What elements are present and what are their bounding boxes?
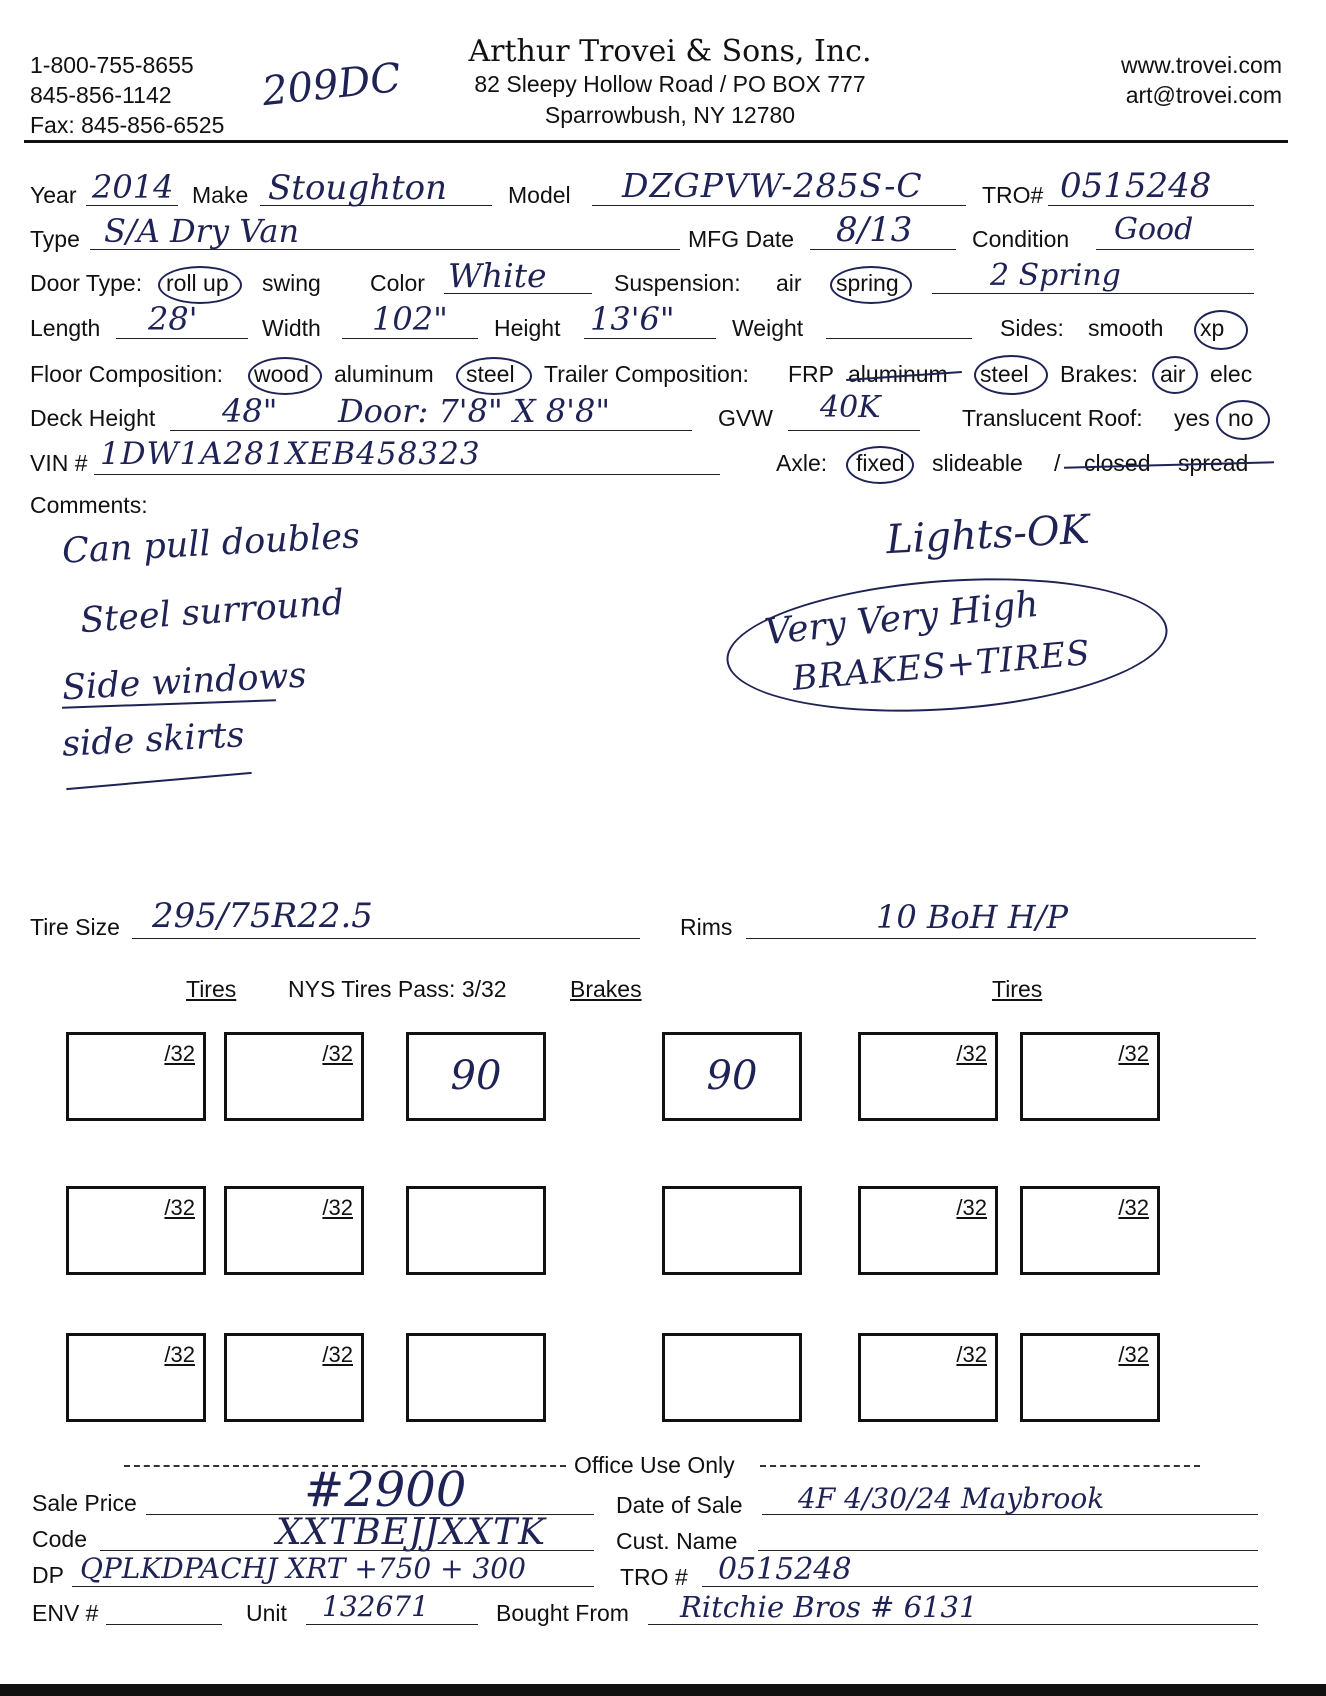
tire-box-left-inner[interactable]: /32: [224, 1032, 364, 1121]
axle-option-spread[interactable]: spread: [1178, 450, 1249, 476]
door-option-rollup[interactable]: roll up: [166, 270, 229, 296]
cust-name-field[interactable]: [758, 1550, 1258, 1551]
vin-label: VIN #: [30, 450, 88, 476]
floor-composition-label: Floor Composition:: [30, 361, 224, 387]
brakes-air-selected-mark: [1152, 356, 1198, 394]
tire-size-label: Tire Size: [30, 914, 120, 940]
tire-box-right-inner[interactable]: /32: [858, 1032, 998, 1121]
unit-label: Unit: [246, 1600, 287, 1626]
vin-value[interactable]: 1DW1A281XEB458323: [100, 436, 481, 472]
make-value[interactable]: Stoughton: [268, 168, 448, 208]
rims-label: Rims: [680, 914, 733, 940]
gvw-label: GVW: [718, 405, 773, 431]
date-of-sale-value[interactable]: 4F 4/30/24 Maybrook: [798, 1482, 1105, 1515]
floor-steel-selected-mark: [456, 357, 532, 395]
trailer-option-aluminum[interactable]: aluminum: [848, 361, 948, 387]
brake-box-right[interactable]: [662, 1333, 802, 1422]
nys-tires-pass: NYS Tires Pass: 3/32: [288, 976, 507, 1002]
axle-fixed-selected-mark: [846, 446, 914, 484]
axle-option-fixed[interactable]: fixed: [856, 450, 905, 476]
floor-option-steel[interactable]: steel: [466, 361, 515, 387]
roof-option-no[interactable]: no: [1228, 405, 1254, 431]
brake-box-right[interactable]: [662, 1186, 802, 1275]
color-value[interactable]: White: [448, 256, 547, 295]
trailer-composition-label: Trailer Composition:: [544, 361, 749, 387]
brake-reading: 90: [706, 1053, 758, 1099]
gvw-value[interactable]: 40K: [820, 390, 881, 425]
translucent-roof-label: Translucent Roof:: [962, 405, 1143, 431]
roof-option-yes[interactable]: yes: [1174, 405, 1210, 431]
date-of-sale-label: Date of Sale: [616, 1492, 743, 1518]
tro-value[interactable]: 0515248: [1060, 166, 1212, 206]
phone-number-alt: 845-856-1142: [30, 82, 172, 108]
deck-height-label: Deck Height: [30, 405, 156, 431]
tro-label: TRO#: [982, 182, 1044, 208]
brake-reading: 90: [450, 1053, 502, 1099]
floor-option-aluminum[interactable]: aluminum: [334, 361, 434, 387]
sides-label: Sides:: [1000, 315, 1064, 341]
axle-option-slideable[interactable]: slideable: [932, 450, 1023, 476]
tire-box-right-outer[interactable]: /32: [1020, 1032, 1160, 1121]
mfg-date-value[interactable]: 8/13: [836, 210, 913, 250]
comment-line-2[interactable]: Steel surround: [78, 582, 346, 642]
door-rollup-selected-mark: [158, 266, 242, 304]
office-tro-label: TRO #: [620, 1564, 688, 1590]
tire-box-right-inner[interactable]: /32: [858, 1333, 998, 1422]
sides-option-xp[interactable]: xp: [1200, 315, 1225, 341]
suspension-option-spring[interactable]: spring: [836, 270, 899, 296]
comment-line-4[interactable]: side skirts: [61, 715, 246, 765]
comment-oval-line-2[interactable]: BRAKES+TIRES: [790, 633, 1093, 699]
year-label: Year: [30, 182, 77, 208]
tire-box-left-outer[interactable]: /32: [66, 1333, 206, 1422]
length-label: Length: [30, 315, 101, 341]
handwritten-code: 209DC: [259, 54, 404, 116]
header-divider: [24, 140, 1288, 143]
comment-line-3[interactable]: Side windows: [61, 655, 308, 709]
axle-option-closed[interactable]: closed: [1084, 450, 1151, 476]
color-label: Color: [370, 270, 425, 296]
length-value[interactable]: 28': [148, 300, 198, 338]
door-dimensions-note[interactable]: Door: 7'8" X 8'8": [338, 392, 611, 430]
office-divider-right: [760, 1465, 1200, 1467]
code-label: Code: [32, 1526, 87, 1552]
phone-number: 1-800-755-8655: [30, 52, 194, 78]
sale-price-value[interactable]: #2900: [304, 1462, 467, 1518]
office-tro-value[interactable]: 0515248: [718, 1552, 852, 1587]
company-city: Sparrowbush, NY 12780: [544, 102, 796, 128]
unit-value[interactable]: 132671: [322, 1590, 429, 1623]
brakes-header: Brakes: [570, 976, 642, 1002]
fax-number: Fax: 845-856-6525: [30, 112, 225, 138]
mfg-date-label: MFG Date: [688, 226, 795, 252]
type-label: Type: [30, 226, 80, 252]
bought-from-value[interactable]: Ritchie Bros # 6131: [680, 1590, 978, 1624]
brake-box-right[interactable]: [662, 1032, 802, 1121]
trailer-option-steel[interactable]: steel: [980, 361, 1029, 387]
model-label: Model: [508, 182, 571, 208]
comments-label: Comments:: [30, 492, 148, 518]
door-type-label: Door Type:: [30, 270, 143, 296]
tire-box-right-outer[interactable]: /32: [1020, 1333, 1160, 1422]
office-use-title: Office Use Only: [574, 1452, 735, 1478]
brake-box-left[interactable]: [406, 1032, 546, 1121]
condition-label: Condition: [972, 226, 1070, 252]
width-value[interactable]: 102": [372, 300, 448, 338]
brake-box-left[interactable]: [406, 1333, 546, 1422]
tire-box-left-outer[interactable]: /32: [66, 1032, 206, 1121]
width-label: Width: [262, 315, 321, 341]
tire-box-left-inner[interactable]: /32: [224, 1333, 364, 1422]
weight-label: Weight: [732, 315, 804, 341]
brakes-option-elec[interactable]: elec: [1210, 361, 1253, 387]
condition-value[interactable]: Good: [1114, 212, 1194, 247]
axle-label: Axle:: [776, 450, 828, 476]
company-address: 82 Sleepy Hollow Road / PO BOX 777: [474, 71, 866, 97]
suspension-spring-selected-mark: [830, 266, 912, 304]
suspension-note[interactable]: 2 Spring: [990, 258, 1121, 293]
make-label: Make: [192, 182, 249, 208]
deck-height-value[interactable]: 48": [222, 392, 278, 430]
email-link[interactable]: art@trovei.com: [1125, 82, 1282, 108]
tire-box-right-inner[interactable]: /32: [858, 1186, 998, 1275]
floor-option-wood[interactable]: wood: [254, 361, 309, 387]
company-name: Arthur Trovei & Sons, Inc.: [468, 34, 872, 69]
scan-edge: [0, 1684, 1326, 1696]
sides-xp-selected-mark: [1194, 310, 1248, 350]
code-value[interactable]: XXTBEJJXXTK: [276, 1512, 547, 1553]
model-value[interactable]: DZGPVW-285S-C: [622, 166, 923, 205]
cust-name-label: Cust. Name: [616, 1528, 738, 1554]
year-value[interactable]: 2014: [92, 168, 174, 206]
dp-value[interactable]: QPLKDPACHJ XRT +750 + 300: [80, 1552, 526, 1585]
comment-line-1[interactable]: Can pull doubles: [61, 516, 361, 572]
tire-box-right-outer[interactable]: /32: [1020, 1186, 1160, 1275]
suspension-option-air[interactable]: air: [776, 270, 802, 296]
sides-option-smooth[interactable]: smooth: [1088, 315, 1164, 341]
tire-box-left-inner[interactable]: /32: [224, 1186, 364, 1275]
rims-value[interactable]: 10 BoH H/P: [876, 898, 1068, 936]
door-option-swing[interactable]: swing: [262, 270, 321, 296]
bought-from-label: Bought From: [496, 1600, 629, 1626]
website-link[interactable]: www.trovei.com: [1120, 52, 1282, 78]
tire-size-value[interactable]: 295/75R22.5: [152, 896, 373, 936]
dp-label: DP: [32, 1562, 64, 1588]
tires-left-header: Tires: [186, 976, 237, 1002]
roof-no-selected-mark: [1216, 400, 1270, 440]
brakes-option-air[interactable]: air: [1160, 361, 1186, 387]
comment-lights[interactable]: Lights-OK: [884, 506, 1091, 564]
suspension-label: Suspension:: [614, 270, 741, 296]
floor-wood-selected-mark: [248, 357, 322, 395]
height-label: Height: [494, 315, 561, 341]
tire-box-left-outer[interactable]: /32: [66, 1186, 206, 1275]
height-value[interactable]: 13'6": [590, 300, 675, 338]
env-field[interactable]: [106, 1624, 222, 1625]
comment-oval-line-1[interactable]: Very Very High: [762, 583, 1041, 654]
brakes-label: Brakes:: [1060, 361, 1138, 387]
trailer-option-frp[interactable]: FRP: [788, 361, 834, 387]
type-value[interactable]: S/A Dry Van: [104, 212, 300, 250]
brake-box-left[interactable]: [406, 1186, 546, 1275]
axle-separator: /: [1054, 450, 1061, 476]
env-label: ENV #: [32, 1600, 99, 1626]
comment-underline-2: [66, 772, 251, 790]
company-block: [400, 34, 940, 129]
weight-field[interactable]: [826, 338, 972, 339]
tires-right-header: Tires: [992, 976, 1043, 1002]
sale-price-label: Sale Price: [32, 1490, 137, 1516]
trailer-steel-selected-mark: [974, 355, 1048, 395]
